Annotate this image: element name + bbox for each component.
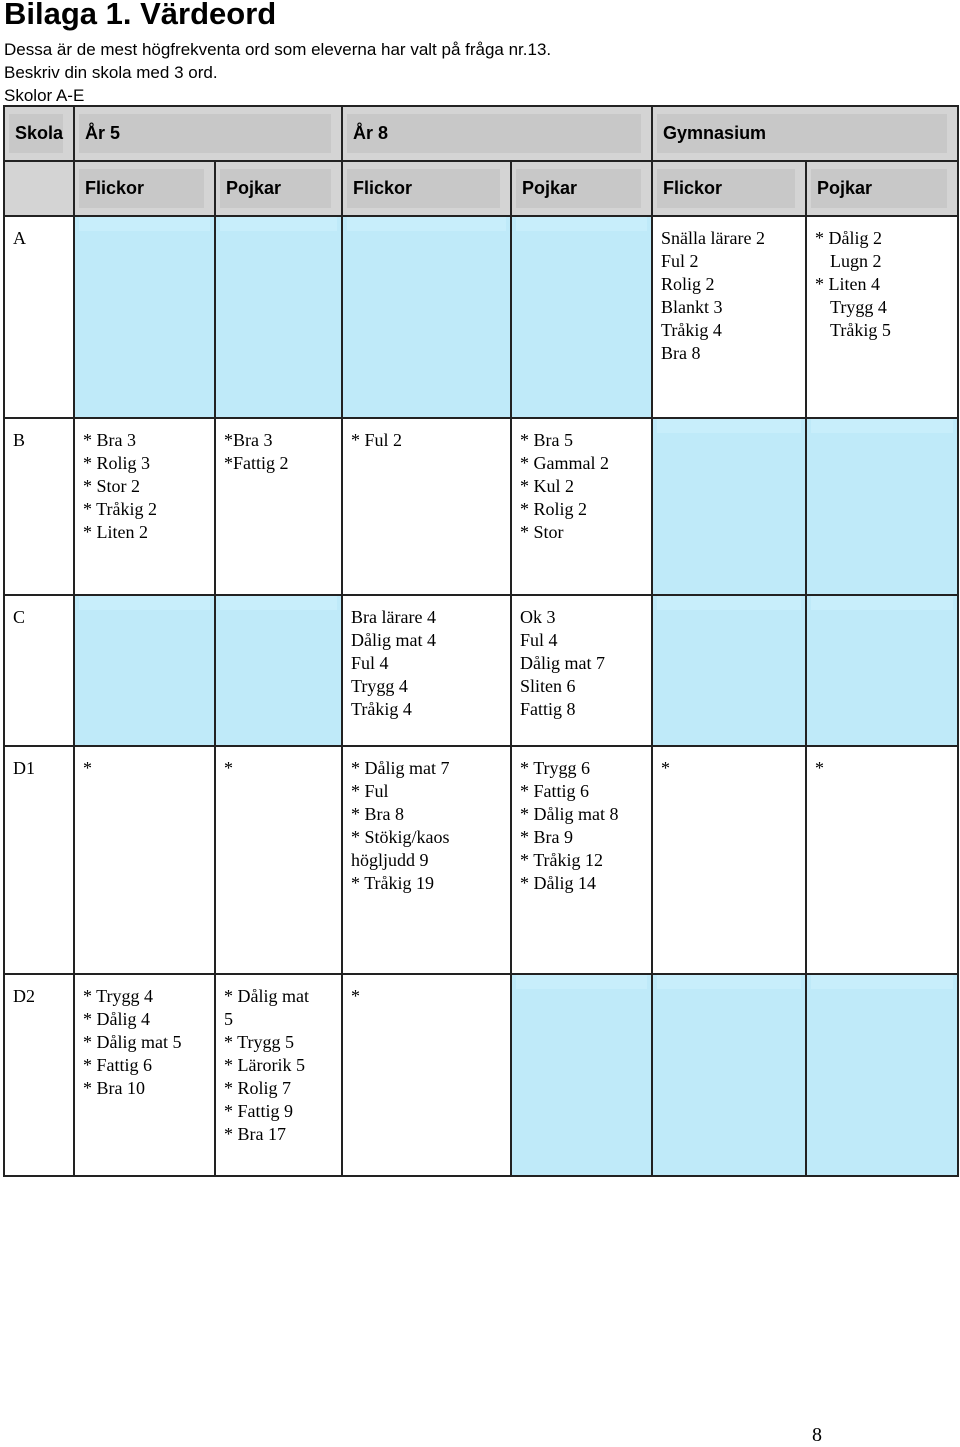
value-word: högljudd 9 xyxy=(351,850,429,870)
value-cell xyxy=(215,595,342,746)
value-word: * Stökig/kaos xyxy=(351,827,450,847)
table-row xyxy=(4,418,958,595)
value-word: Snälla lärare 2 xyxy=(661,228,765,248)
value-word: * Ful xyxy=(351,781,389,801)
value-word: Lugn 2 xyxy=(830,251,882,271)
value-word: Tråkig 5 xyxy=(830,320,891,340)
value-word: * Gammal 2 xyxy=(520,453,609,473)
value-word: * Dålig 14 xyxy=(520,873,597,893)
value-cell xyxy=(511,595,652,746)
value-cell xyxy=(342,974,511,1176)
value-cell xyxy=(652,746,806,974)
value-word: Ok 3 xyxy=(520,607,556,627)
value-word: * Lärorik 5 xyxy=(224,1055,305,1075)
value-cell xyxy=(511,746,652,974)
school-cell: D2 xyxy=(4,974,74,1176)
table-row xyxy=(4,216,958,418)
value-word: * Bra 17 xyxy=(224,1124,286,1144)
value-word: * Kul 2 xyxy=(520,476,575,496)
value-word: Fattig 8 xyxy=(520,699,576,719)
value-word: Trygg 4 xyxy=(830,297,887,317)
value-cell xyxy=(652,974,806,1176)
value-word: * Ful 2 xyxy=(351,430,403,450)
value-word: Tråkig 4 xyxy=(661,320,722,340)
value-word: * Fattig 9 xyxy=(224,1101,294,1121)
value-word: *Fattig 2 xyxy=(224,453,289,473)
intro-text xyxy=(4,38,551,107)
value-word: * Dålig 2 xyxy=(815,228,883,248)
school-cell: C xyxy=(4,595,74,746)
value-word: * Tråkig 19 xyxy=(351,873,435,893)
value-word: * Dålig mat 8 xyxy=(520,804,619,824)
value-word: Dålig mat 7 xyxy=(520,653,605,673)
values-table xyxy=(3,105,959,1177)
value-cell xyxy=(215,418,342,595)
value-word: * Bra 3 xyxy=(83,430,136,450)
value-cell xyxy=(215,216,342,418)
value-cell xyxy=(74,216,215,418)
value-word: * Stor xyxy=(520,522,564,542)
header-gender: Pojkar xyxy=(806,161,958,216)
value-word: * xyxy=(83,758,92,778)
document-title: Bilaga 1. Värdeord xyxy=(4,0,277,31)
value-word: Trygg 4 xyxy=(351,676,408,696)
school-cell: B xyxy=(4,418,74,595)
value-cell xyxy=(74,974,215,1176)
header-gender: Flickor xyxy=(652,161,806,216)
value-word: * xyxy=(815,758,825,778)
header-gender: Pojkar xyxy=(511,161,652,216)
value-word: Dålig mat 4 xyxy=(351,630,436,650)
value-cell xyxy=(806,746,958,974)
header-empty xyxy=(4,161,74,216)
value-word: * Dålig mat 7 xyxy=(351,758,450,778)
table-row xyxy=(4,746,958,974)
value-word: Sliten 6 xyxy=(520,676,576,696)
value-cell xyxy=(806,216,958,418)
value-cell xyxy=(74,418,215,595)
value-word: Ful 4 xyxy=(520,630,558,650)
header-year-8: År 8 xyxy=(342,106,652,161)
value-cell xyxy=(342,418,511,595)
value-word: * Bra 10 xyxy=(83,1078,145,1098)
table-row xyxy=(4,974,958,1176)
value-cell xyxy=(806,418,958,595)
intro-line: Beskriv din skola med 3 ord. xyxy=(4,63,218,82)
header-year-5: År 5 xyxy=(74,106,342,161)
value-word: * Trygg 6 xyxy=(520,758,591,778)
header-gymnasium: Gymnasium xyxy=(652,106,958,161)
header-gender: Flickor xyxy=(74,161,215,216)
intro-line: Skolor A-E xyxy=(4,86,85,105)
intro-line: Dessa är de mest högfrekventa ord som eleverna har valt på fråga nr.13. xyxy=(4,40,552,59)
value-cell xyxy=(342,595,511,746)
value-word: * Trygg 5 xyxy=(224,1032,295,1052)
value-word: * Liten 2 xyxy=(83,522,148,542)
value-word: * Rolig 7 xyxy=(224,1078,292,1098)
value-word: * Rolig 2 xyxy=(520,499,588,519)
value-cell xyxy=(342,746,511,974)
header-gender: Flickor xyxy=(342,161,511,216)
value-word: * Liten 4 xyxy=(815,274,881,294)
value-word: * xyxy=(224,758,233,778)
value-word: * Rolig 3 xyxy=(83,453,151,473)
value-word: * Bra 9 xyxy=(520,827,574,847)
value-word: Ful 4 xyxy=(351,653,389,673)
table-row xyxy=(4,595,958,746)
value-word: Bra lärare 4 xyxy=(351,607,436,627)
value-cell xyxy=(652,418,806,595)
value-word: Blankt 3 xyxy=(661,297,723,317)
value-word: Bra 8 xyxy=(661,343,701,363)
value-cell xyxy=(74,595,215,746)
value-cell xyxy=(652,216,806,418)
value-cell xyxy=(511,974,652,1176)
value-cell xyxy=(215,974,342,1176)
value-word: * Trygg 4 xyxy=(83,986,154,1006)
value-cell xyxy=(511,216,652,418)
school-cell: D1 xyxy=(4,746,74,974)
value-word: *Bra 3 xyxy=(224,430,273,450)
value-word: * Bra 8 xyxy=(351,804,405,824)
value-cell xyxy=(511,418,652,595)
page-number: 8 xyxy=(812,1424,822,1446)
header-skola: Skola xyxy=(4,106,74,161)
value-word: * Stor 2 xyxy=(83,476,141,496)
value-word: * Dålig mat 5 xyxy=(83,1032,182,1052)
value-word: * Fattig 6 xyxy=(83,1055,153,1075)
header-gender: Pojkar xyxy=(215,161,342,216)
value-cell xyxy=(215,746,342,974)
value-word: * Dålig 4 xyxy=(83,1009,150,1029)
value-cell xyxy=(342,216,511,418)
value-word: * Dålig mat xyxy=(224,986,309,1006)
value-word: * xyxy=(351,986,361,1006)
value-word: * Fattig 6 xyxy=(520,781,590,801)
value-word: * Bra 5 xyxy=(520,430,574,450)
school-cell: A xyxy=(4,216,74,418)
value-word: * Tråkig 2 xyxy=(83,499,158,519)
value-word: Rolig 2 xyxy=(661,274,715,294)
value-word: Tråkig 4 xyxy=(351,699,412,719)
value-word: 5 xyxy=(224,1009,233,1029)
value-word: * xyxy=(661,758,671,778)
value-word: * Tråkig 12 xyxy=(520,850,604,870)
value-cell xyxy=(806,595,958,746)
value-cell xyxy=(74,746,215,974)
value-word: Ful 2 xyxy=(661,251,699,271)
value-cell xyxy=(652,595,806,746)
value-cell xyxy=(806,974,958,1176)
